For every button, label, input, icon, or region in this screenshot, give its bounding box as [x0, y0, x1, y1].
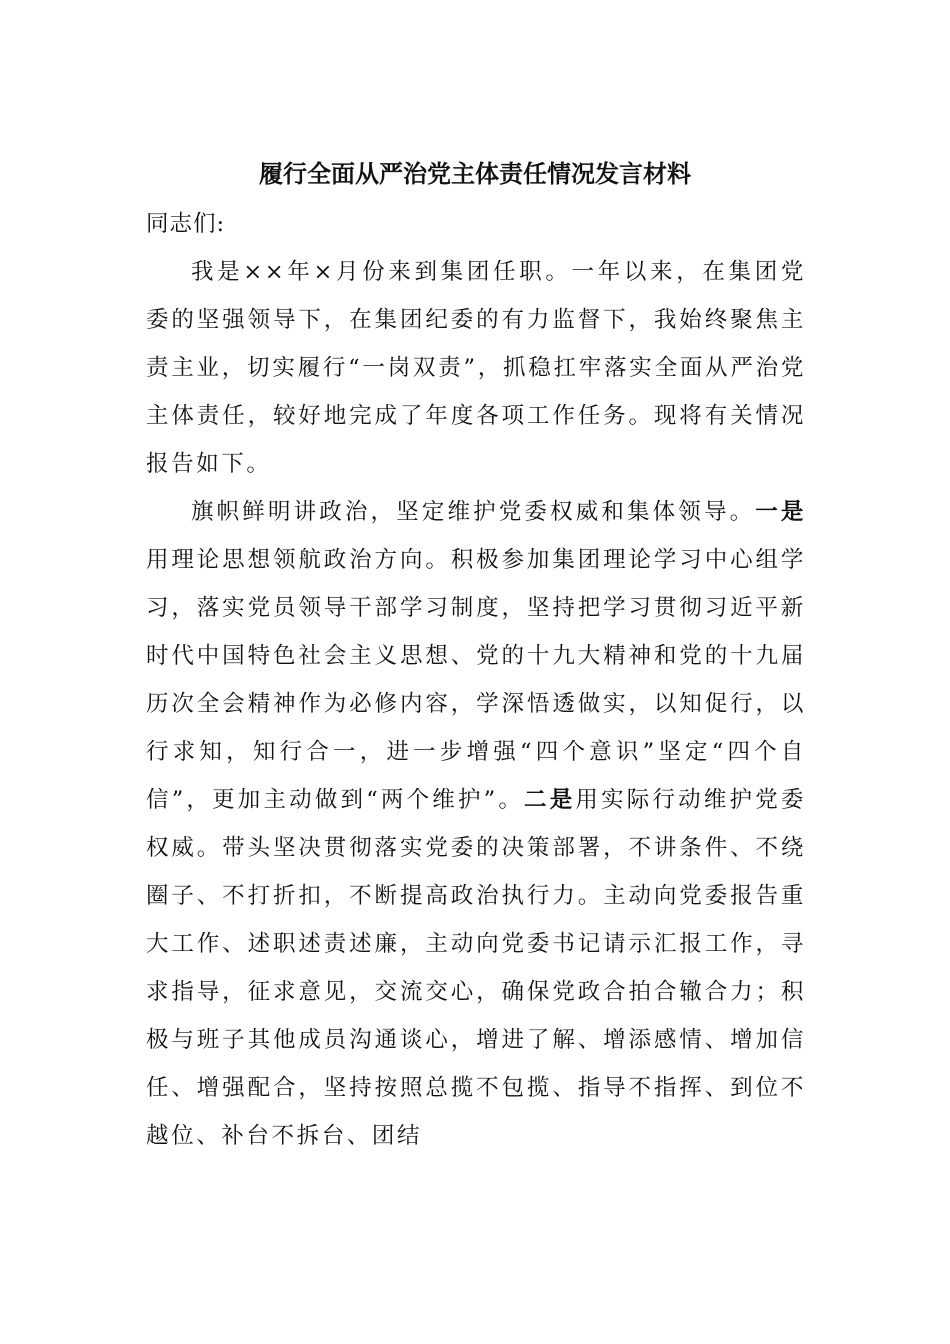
document-title: 履行全面从严治党主体责任情况发言材料 — [259, 159, 691, 188]
salutation: 同志们: — [146, 211, 226, 237]
point-2-text: 用实际行动维护党委权威。带头坚决贯彻落实党委的决策部署，不讲条件、不绕圈子、不打折扣，不断提高政治执行力。主动向党委报告重大工作、述职述责述廉，主动向党委书记请示汇报工作，寻求指导，征求意见，交流交心，确保党政合拍合辙合力；积极与班子其他成员沟通谈心，增进了解、增添感情、增加信任、增强配合，坚持按照总揽不包揽、指导不指挥、到位不越位、补台不拆台、团结 — [146, 787, 807, 1149]
paragraph-lead: 旗帜鲜明讲政治，坚定维护党委权威和集体领导。 — [191, 499, 756, 525]
paragraph-intro: 我是××年×月份来到集团任职。一年以来，在集团党委的坚强领导下，在集团纪委的有力监督下，我始终聚焦主责主业，切实履行“一岗双责”，抓稳扛牢落实全面从严治党主体责任，较好地完成了年度各项工作任务。现将有关情况报告如下。 — [146, 259, 806, 477]
point-1-text: 用理论思想领航政治方向。积极参加集团理论学习中心组学习，落实党员领导干部学习制度，坚持把学习贯彻习近平新时代中国特色社会主义思想、党的十九大精神和党的十九届历次全会精神作为必修内容，学深悟透做实，以知促行，以行求知，知行合一，进一步增强“四个意识”坚定“四个自信”，更加主动做到“两个维护”。 — [146, 547, 806, 813]
point-1-label: 一是 — [755, 499, 806, 525]
point-2-label: 二是 — [524, 787, 576, 813]
paragraph-politics — [146, 488, 806, 1160]
document-body — [146, 200, 806, 1160]
